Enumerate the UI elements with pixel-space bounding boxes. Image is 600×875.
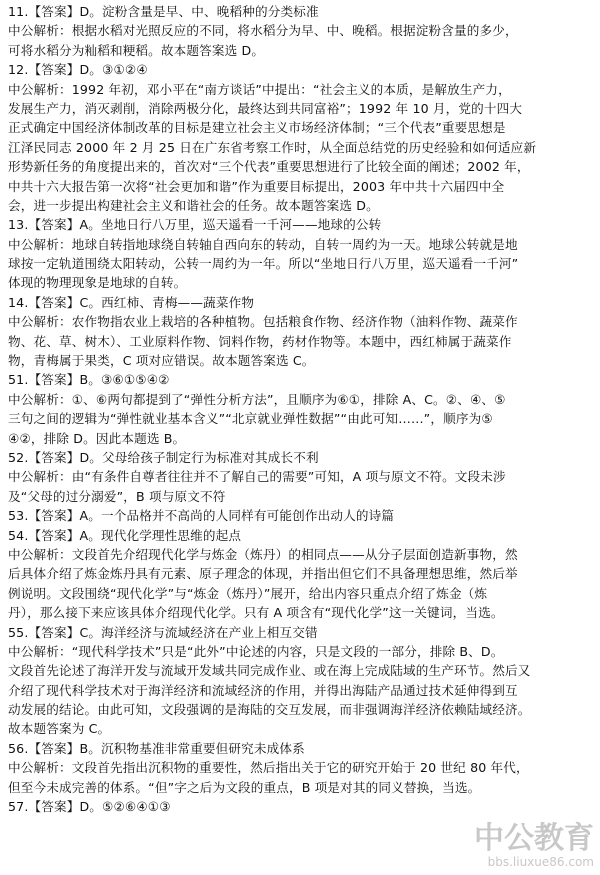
text-line: 52.【答案】D。父母给孩子制定行为标准对其成长不利 bbox=[8, 449, 319, 465]
watermark-url: bbs.liuxue86.com bbox=[487, 855, 594, 869]
text-line: 物，青梅属于果类，C 项对应错误。故本题答案选 C。 bbox=[8, 353, 315, 369]
text-line: 但至今未成完善的体系。“但”字之后为文段的重点，B 项是对其的同义替换，当选。 bbox=[8, 779, 481, 795]
answer-document bbox=[8, 2, 594, 855]
text-line: 中公解析：由“有条件自尊者往往并不了解自己的需要”可知，A 项与原文不符。文段未涉 bbox=[8, 469, 506, 485]
watermark-logo: 中公教育 bbox=[474, 821, 594, 856]
text-line: 中公解析：文段首先介绍现代化学与炼金（炼丹）的相同点——从分子层面创造新事物，然 bbox=[8, 546, 518, 562]
text-line: 56.【答案】B。沉积物基准非常重要但研究未成体系 bbox=[8, 740, 305, 756]
text-line: ④②，排除 D。因此本题选 B。 bbox=[8, 430, 186, 446]
text-line: 54.【答案】A。现代化学理性思维的起点 bbox=[8, 527, 242, 543]
text-line: 丹），那么接下来应该具体介绍现代化学。只有 A 项含有“现代化学”这一关键词，当选。 bbox=[8, 605, 504, 621]
text-line: 中公解析：农作物指农业上栽培的各种植物。包括粮食作物、经济作物（油料作物、蔬菜作 bbox=[8, 314, 518, 330]
text-line: 51.【答案】B。③⑥①⑤④② bbox=[8, 372, 170, 388]
text-line: 球按一定轨道围绕太阳转动，公转一周约为一年。所以“坐地日行八万里，巡天遥看一千河” bbox=[8, 256, 519, 272]
text-line: 中公解析：①、⑥两句都提到了“弹性分析方法”，且顺序为⑥①，排除 A、C。②、④、⑤ bbox=[8, 391, 506, 407]
text-line: 体现的物理现象是地球的自转。 bbox=[8, 275, 187, 291]
text-line: 故本题答案为 C。 bbox=[8, 721, 111, 737]
text-line: 发展生产力，消灭剥削，消除两极分化，最终达到共同富裕”；1992 年 10 月，党的十四大 bbox=[8, 100, 523, 116]
text-line: 57.【答案】D。⑤②⑥④①③ bbox=[8, 799, 171, 815]
text-line: 中公解析：地球自转指地球绕自转轴自西向东的转动，自转一周约为一天。地球公转就是地 bbox=[8, 236, 518, 252]
text-line: 中共十六大报告第一次将“社会更加和谐”作为重要目标提出，2003 年中共十六届四中全 bbox=[8, 178, 505, 194]
text-line: 中公解析：根据水稻对光照反应的不同，将水稻分为早、中、晚稻。根据淀粉含量的多少， bbox=[8, 23, 518, 39]
text-line: 53.【答案】A。一个品格并不高尚的人同样有可能创作出动人的诗篇 bbox=[8, 508, 395, 524]
watermark bbox=[474, 823, 594, 869]
text-line: 形势新任务的角度提出来的，首次对“三个代表”重要思想进行了比较全面的阐述；2002 年， bbox=[8, 159, 530, 175]
text-line: 文段首先论述了海洋开发与流域开发域共同完成作业、或在海上完成陆域的生产环节。然后又 bbox=[8, 663, 531, 679]
text-line: 后具体介绍了炼金炼丹具有元素、原子理念的体现，并指出但它们不具备理想思维，然后举 bbox=[8, 566, 518, 582]
text-line: 55.【答案】C。海洋经济与流域经济在产业上相互交错 bbox=[8, 624, 318, 640]
text-line: 物、花、草、树木）、工业原料作物、饲料作物，药材作物等。本题中，西红柿属于蔬菜作 bbox=[8, 333, 512, 349]
text-line: 12.【答案】D。③①②④ bbox=[8, 62, 148, 78]
text-line: 会，进一步提出构建社会主义和谐社会的任务。故本题答案选 D。 bbox=[8, 197, 379, 213]
text-line: 介绍了现代科学技术对于海洋经济和流域经济的作用，并得出海陆产品通过技术延伸得到互 bbox=[8, 682, 518, 698]
text-line: 正式确定中国经济体制改革的目标是建立社会主义市场经济体制；“三个代表”重要思想是 bbox=[8, 120, 506, 136]
text-line: 11.【答案】D。淀粉含量是早、中、晚稻种的分类标准 bbox=[8, 4, 319, 19]
text-line: 中公解析：“现代科学技术”只是“此外”中论述的内容，只是文段的一部分，排除 B、D。 bbox=[8, 643, 504, 659]
text-line: 13.【答案】A。坐地日行八万里，巡天遥看一千河——地球的公转 bbox=[8, 217, 382, 233]
text-line: 例说明。文段围绕“现代化学”与“炼金（炼丹）”展开，给出内容只重点介绍了炼金（炼 bbox=[8, 585, 488, 601]
text-line: 中公解析：1992 年初，邓小平在“南方谈话”中提出：“社会主义的本质，是解放生产力， bbox=[8, 81, 511, 97]
text-line: 三句之间的逻辑为“弹性就业基本含义”“北京就业弹性数据”“由此可知……”，顺序为⑤ bbox=[8, 411, 493, 427]
text-line: 14.【答案】C。西红柿、青梅——蔬菜作物 bbox=[8, 294, 255, 310]
text-line: 可将水稻分为籼稻和粳稻。故本题答案选 D。 bbox=[8, 42, 265, 58]
text-line: 及“父母的过分溺爱”，B 项与原文不符 bbox=[8, 488, 226, 504]
text-line: 动发展的结论。由此可知，文段强调的是海陆的交互发展，而非强调海洋经济依赖陆域经济。 bbox=[8, 702, 531, 718]
text-line: 江泽民同志 2000 年 2 月 25 日在广东省考察工作时，从全面总结党的历史经验和如何适应新 bbox=[8, 139, 537, 155]
text-line: 中公解析：文段首先指出沉积物的重要性，然后指出关于它的研究开始于 20 世纪 80 年代， bbox=[8, 760, 529, 776]
